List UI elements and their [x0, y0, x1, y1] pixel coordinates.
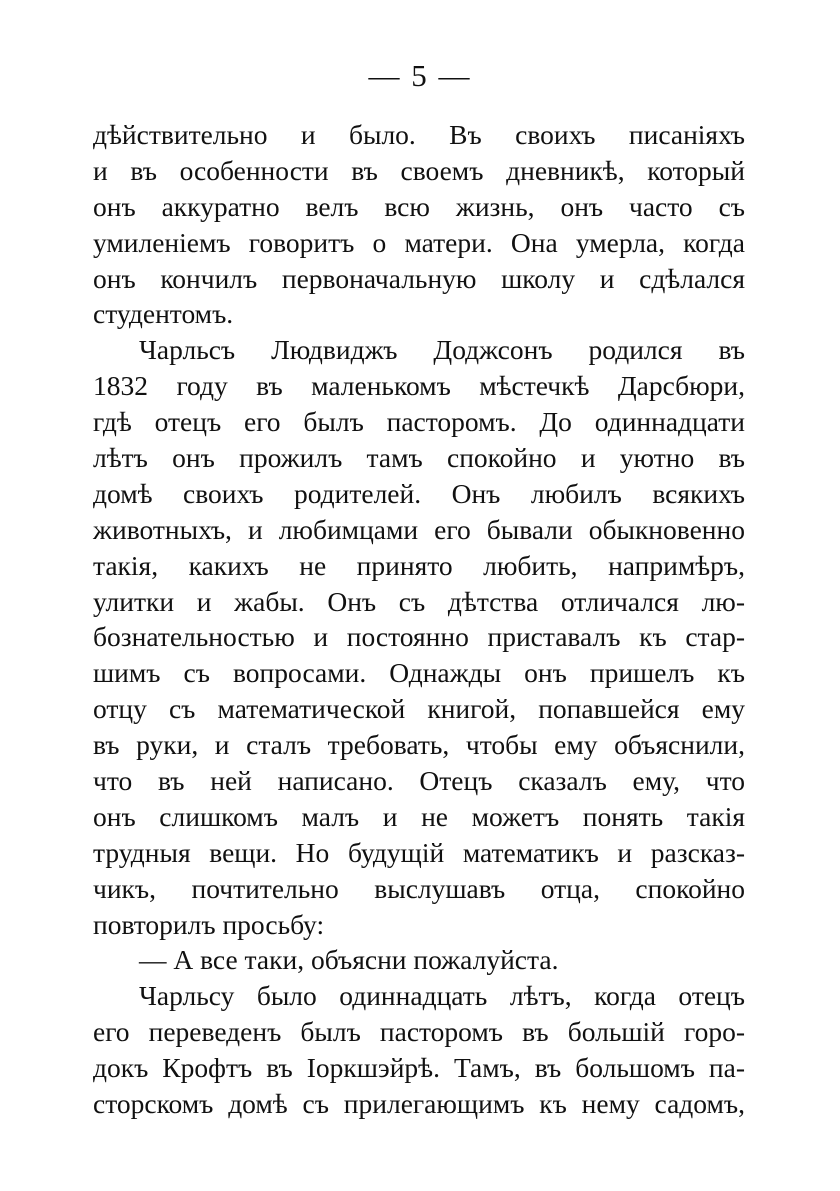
text-line: 1832 году въ маленькомъ мѣстечкѣ Дарсбюри, [93, 370, 745, 402]
text-line: онъ слишкомъ малъ и не можетъ понять такія [93, 800, 745, 832]
text-line: шимъ съ вопросами. Однажды онъ пришелъ къ [93, 657, 745, 689]
text-line: трудныя вещи. Но будущій математикъ и разсказ- [93, 836, 745, 868]
paragraph-start-line: Чарльсу было одиннадцать лѣтъ, когда отецъ [139, 980, 745, 1012]
body-text [93, 117, 745, 1122]
page-number: — 5 — [368, 58, 472, 93]
text-line: сторскомъ домѣ съ прилегающимъ къ нему садомъ, [93, 1088, 745, 1120]
text-line: его переведенъ былъ пасторомъ въ большій горо- [93, 1016, 745, 1048]
text-line: онъ аккуратно велъ всю жизнь, онъ часто съ [93, 190, 745, 222]
text-line: докъ Крофтъ въ Іоркшэйрѣ. Тамъ, въ большомъ па- [93, 1052, 745, 1084]
text-line: такія, какихъ не принято любить, напримѣръ, [93, 549, 745, 581]
dialogue-line: — А все таки, объясни пожалуйста. [139, 944, 559, 976]
text-line: улитки и жабы. Онъ съ дѣтства отличался лю- [93, 585, 745, 617]
text-line: лѣтъ онъ прожилъ тамъ спокойно и уютно въ [93, 442, 745, 474]
text-line: студентомъ. [93, 298, 234, 330]
text-line: повторилъ просьбу: [93, 908, 325, 940]
text-line: и въ особенности въ своемъ дневникѣ, который [93, 154, 745, 186]
text-line: чикъ, почтительно выслушавъ отца, спокойно [93, 872, 745, 904]
text-line: домѣ своихъ родителей. Онъ любилъ всякихъ [93, 477, 745, 509]
text-line: дѣйствительно и было. Въ своихъ писаніяхъ [93, 119, 745, 150]
text-line: отцу съ математической книгой, попавшейся ему [93, 693, 745, 725]
paragraph-start-line: Чарльсъ Людвиджъ Доджсонъ родился въ [139, 334, 745, 366]
text-line: что въ ней написано. Отецъ сказалъ ему, что [93, 765, 745, 797]
text-line: онъ кончилъ первоначальную школу и сдѣлался [93, 262, 745, 294]
text-line: бознательностью и постоянно приставалъ къ стар- [93, 621, 745, 653]
text-line: умиленіемъ говоритъ о матери. Она умерла, когда [93, 226, 745, 258]
text-line: гдѣ отецъ его былъ пасторомъ. До одиннадцати [93, 406, 745, 438]
text-line: животныхъ, и любимцами его бывали обыкновенно [93, 513, 745, 545]
text-line: въ руки, и сталъ требовать, чтобы ему объяснили, [93, 729, 745, 761]
